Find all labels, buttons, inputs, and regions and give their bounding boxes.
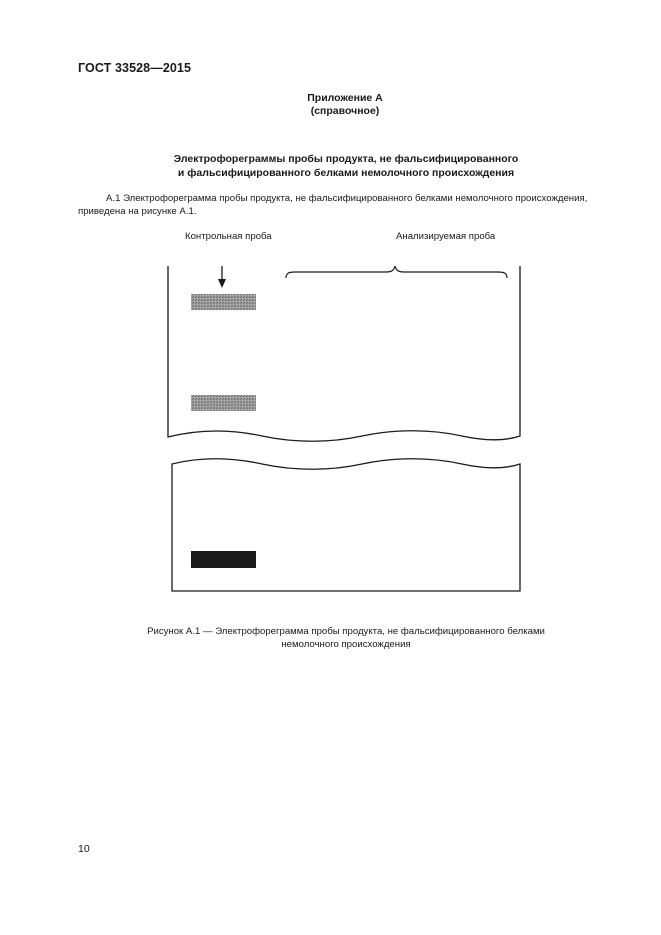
section-title-line1: Электрофореграммы пробы продукта, не фальсифицированного (173, 153, 519, 165)
page-number: 10 (78, 843, 90, 855)
annex-subtitle: (справочное) (310, 105, 380, 117)
section-title-line2: и фальсифицированного белками немолочного происхождения (177, 166, 515, 179)
upper-gel-panel (168, 266, 520, 441)
annex-title: Приложение А (307, 92, 383, 104)
body-paragraph: А.1 Электрофореграмма пробы продукта, не фальсифицированного белками немолочного происхождения, приведена на рисунке А.1. (78, 193, 588, 217)
control-sample-label: Контрольная проба (185, 231, 272, 242)
figure-caption-line2: немолочного происхождения (281, 638, 411, 650)
control-band-upper (191, 294, 256, 310)
document-code: ГОСТ 33528—2015 (78, 61, 192, 75)
control-band-lower (191, 551, 256, 568)
analyzed-lanes-brace (286, 266, 507, 278)
control-lane-arrow (218, 266, 226, 288)
figure-caption (0, 626, 661, 651)
figure-caption-line1: Рисунок А.1 — Электрофореграмма пробы продукта, не фальсифицированного белками (147, 626, 545, 637)
lower-gel-panel (172, 459, 520, 591)
analyzed-sample-label: Анализируемая проба (396, 231, 496, 242)
control-band-middle (191, 395, 256, 411)
